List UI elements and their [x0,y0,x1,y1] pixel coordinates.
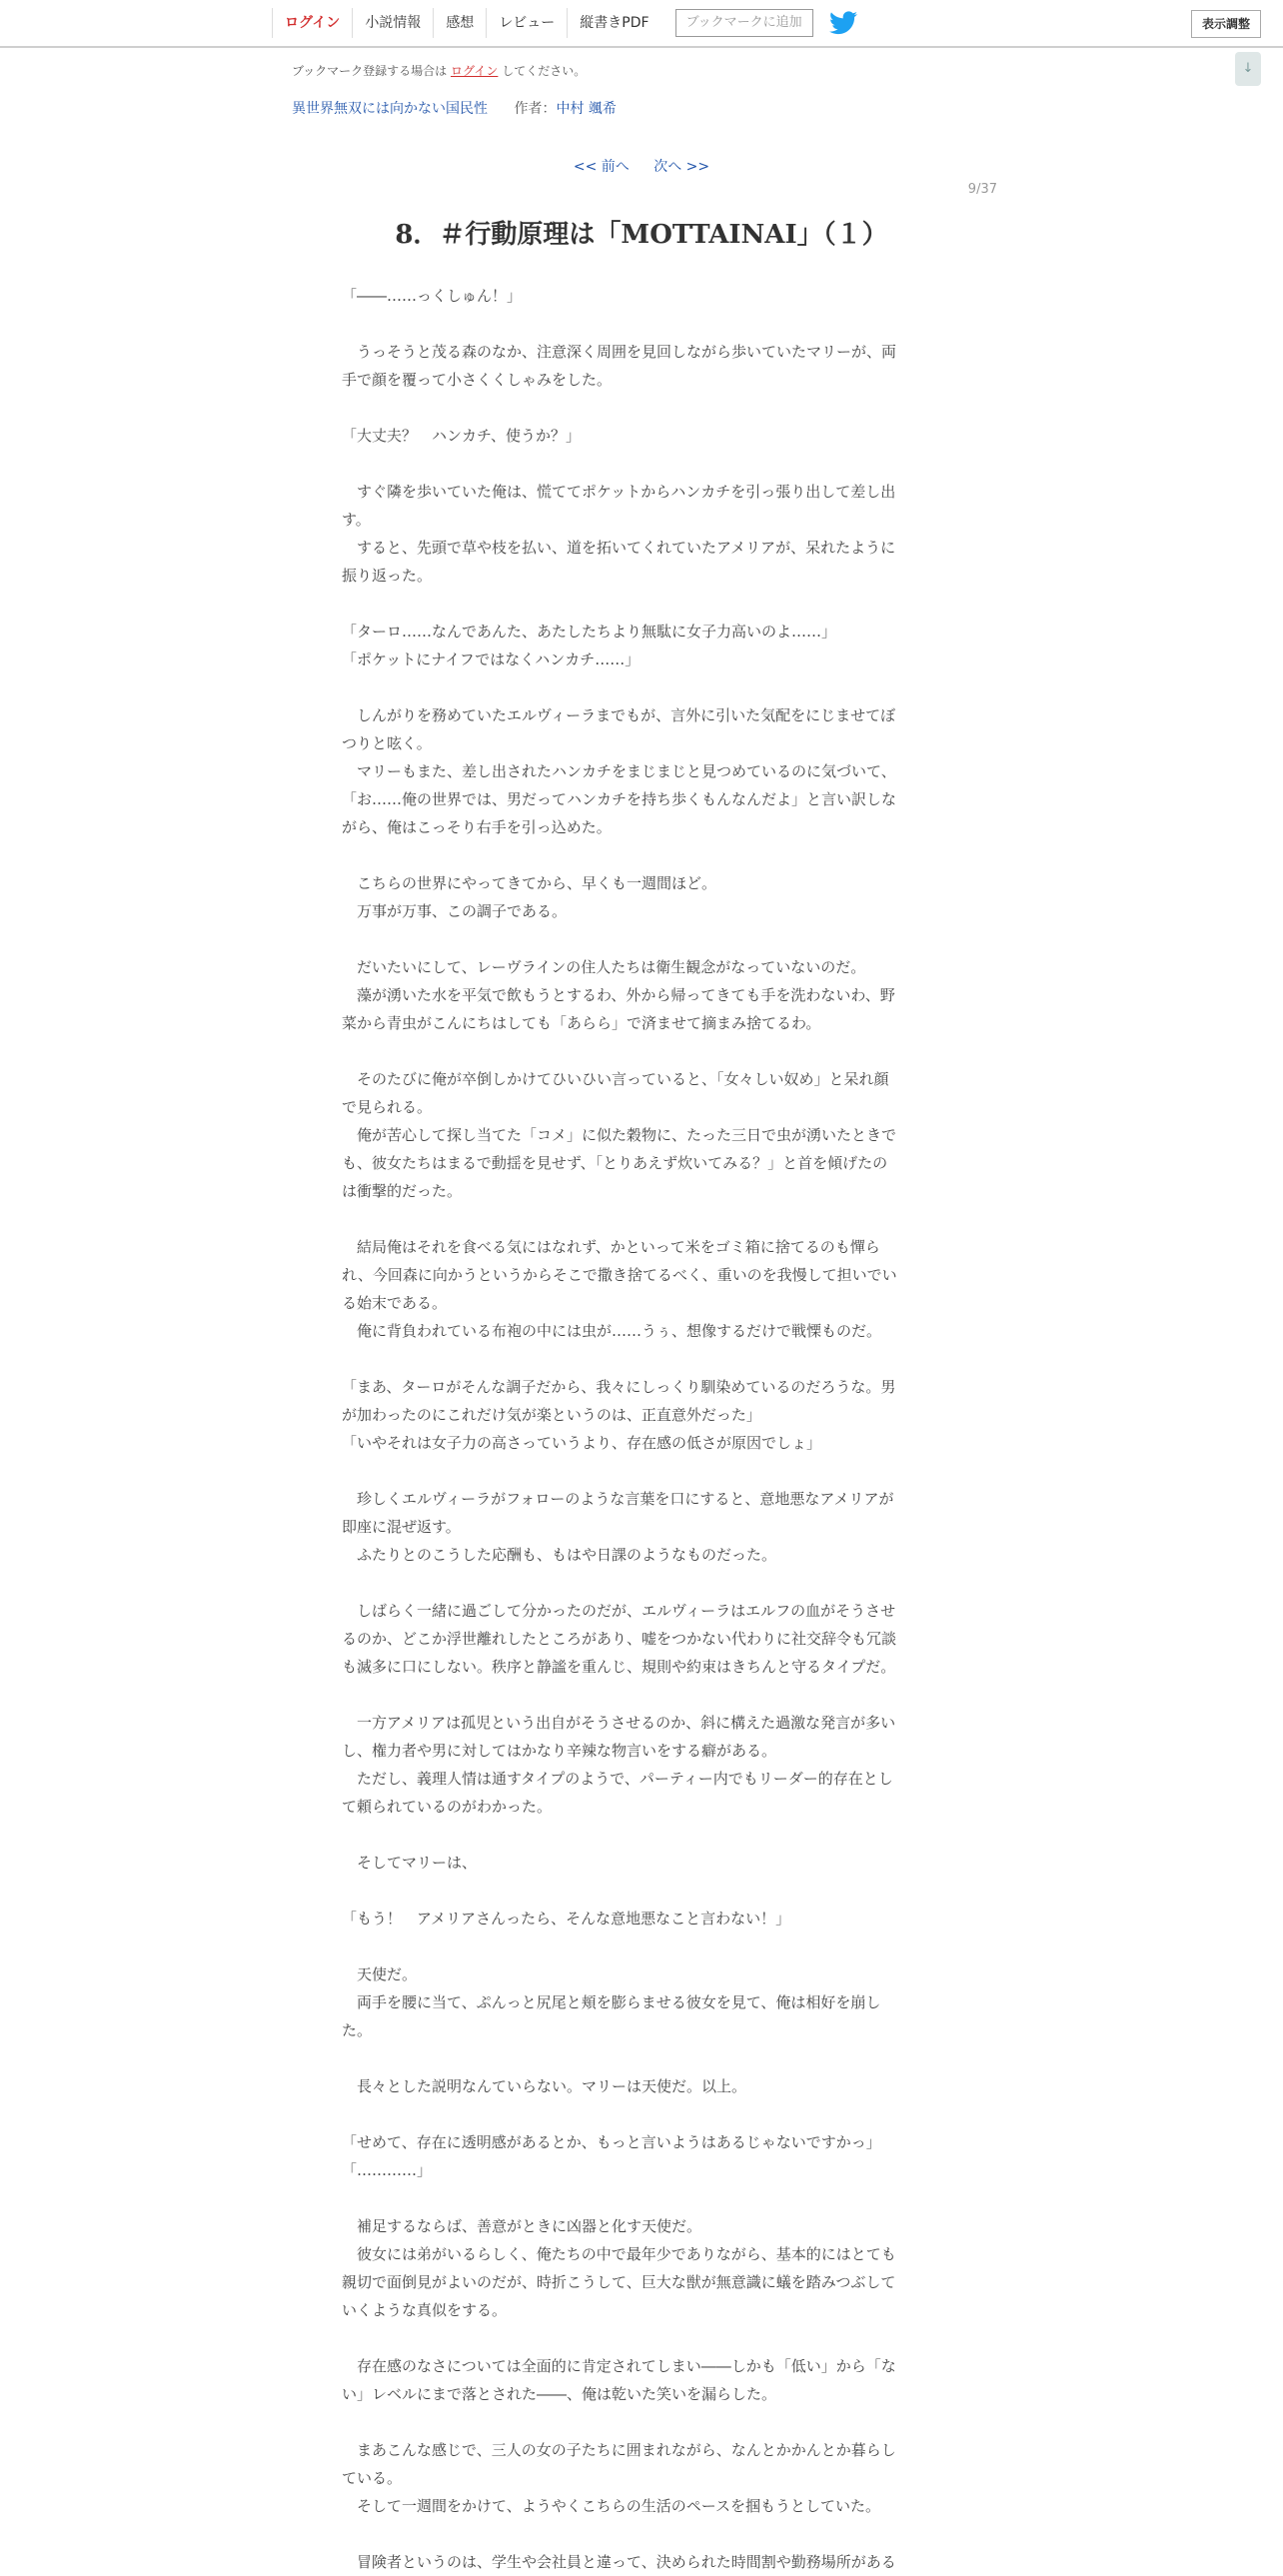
body-line: 「もう！ アメリアさんったら、そんな意地悪なこと言わない！」 [342,1910,791,1928]
body-line [342,1205,939,1233]
body-line: しんがりを務めていたエルヴィーラまでもが、言外に引いた気配をにじませてぼ [342,706,896,724]
body-line: 存在感のなさについては全面的に肯定されてしまい――しかも「低い」から「な [342,2357,896,2375]
notice-before-text: ブックマーク登録する場合は [292,64,448,78]
body-line [342,2044,939,2072]
body-line: うっそうと茂る森のなか、注意深く周囲を見回しながら歩いていたマリーが、両 [342,343,897,361]
body-line: 長々とした説明なんていらない。マリーは天使だ。以上。 [342,2077,747,2095]
body-line: 「――……っくしゅん！」 [342,287,523,305]
body-line: が加わったのにこれだけ気が楽というのは、正直意外だった」 [342,1406,761,1424]
body-line: ふたりとのこうした応酬も、もはや日課のようなものだった。 [342,1546,777,1564]
body-line: 手で顔を覆って小さくくしゃみをした。 [342,371,613,389]
notice-after-text: してください。 [502,64,587,78]
body-line: 「ポケットにナイフではなくハンカチ……」 [342,650,641,668]
nav-list [272,0,857,46]
body-line: 俺が苦心して探し当てた「コメ」に似た穀物に、たった三日で虫が湧いたときで [342,1126,897,1144]
author-label: 作者： [514,101,557,117]
body-line: 万事が万事、この調子である。 [342,902,568,920]
body-line [342,673,939,701]
notice-login-link[interactable]: ログイン [451,64,499,78]
body-line [342,2324,939,2352]
add-bookmark-button[interactable]: ブックマークに追加 [675,9,813,37]
body-line: 「せめて、存在に透明感があるとか、もっと言いようはあるじゃないですかっ」 [342,2133,881,2151]
body-line: 一方アメリアは孤児という出自がそうさせるのか、斜に構えた過激な発言が多い [342,1714,896,1732]
chapter-count: 9/37 [967,182,997,197]
body-line: す。 [342,511,371,529]
author-link[interactable]: 中村 颯希 [556,101,617,117]
body-line: 天使だ。 [342,1965,418,1983]
body-line [342,2100,939,2128]
body-line: すぐ隣を歩いていた俺は、慌ててポケットからハンカチを引っ張り出して差し出 [342,483,896,501]
bookmark-login-notice [292,62,586,79]
next-chapter-link[interactable]: 次へ >> [653,159,710,175]
body-line: るのか、どこか浮世離れしたところがあり、嘘をつかない代わりに社交辞令も冗談 [342,1630,897,1648]
body-line: 両手を腰に当て、ぷんっと尻尾と頬を膨らませる彼女を見て、俺は相好を崩し [342,1993,881,2011]
body-line: し、権力者や男に対してはかなり辛辣な物言いをする癖がある。 [342,1742,777,1760]
body-line: 俺に背負われている布袍の中には虫が……うぅ、想像するだけで戦慄ものだ。 [342,1322,882,1340]
body-line: 菜から青虫がこんにちはしても「あらら」で済ませて摘まみ捨てるわ。 [342,1014,821,1032]
nav-novel-info-link[interactable]: 小説情報 [352,8,433,38]
body-line: まあこんな感じで、三人の女の子たちに囲まれながら、なんとかかんとか暮らし [342,2441,896,2459]
body-line: 即座に混ぜ返す。 [342,1518,461,1536]
body-line: 「…………」 [342,2161,433,2179]
body-line [342,310,939,338]
prev-chapter-link[interactable]: << 前へ [573,159,630,175]
body-line: い」レベルにまで落とされた――、俺は乾いた笑いを漏らした。 [342,2385,777,2403]
nav-review-link[interactable]: レビュー [486,8,567,38]
body-line: 「大丈夫？ ハンカチ、使うか？」 [342,427,581,445]
body-line [342,841,939,869]
body-line [342,394,939,422]
body-line [342,1877,939,1905]
nav-impressions-link[interactable]: 感想 [433,8,486,38]
body-line: そして一週間をかけて、ようやくこちらの生活のペースを掴もうとしていた。 [342,2497,880,2515]
chapter-title: 8．＃行動原理は「MOTTAINAI」（１） [395,220,888,250]
body-line [342,1681,939,1709]
body-line: 結局俺はそれを食べる気にはなれず、かといって米をゴミ箱に捨てるのも憚ら [342,1238,880,1256]
body-line: しばらく一緒に過ごして分かったのだが、エルヴィーラはエルフの血がそうさせ [342,1602,896,1620]
body-line [342,1037,939,1065]
body-line: は衝撃的だった。 [342,1182,463,1200]
body-line: こちらの世界にやってきてから、早くも一週間ほど。 [342,874,717,892]
body-line: そしてマリーは、 [342,1854,478,1872]
body-line [342,1569,939,1597]
body-line: 珍しくエルヴィーラがフォローのような言葉を口にすると、意地悪なアメリアが [342,1490,894,1508]
body-line: つりと呟く。 [342,734,432,752]
body-line [342,1345,939,1373]
body-line: 振り返った。 [342,567,433,585]
body-line: て頼られているのがわかった。 [342,1798,553,1816]
body-line: 「お……俺の世界では、男だってハンカチを持ち歩くもんなんだよ」と言い訳しな [342,790,897,808]
novel-body [342,282,939,2576]
body-line [342,1821,939,1849]
scroll-down-icon[interactable]: ↓ [1235,52,1261,86]
body-line: 彼女には弟がいるらしく、俺たちの中で最年少でありながら、基本的にはとても [342,2245,896,2263]
body-line [342,925,939,953]
display-settings-button[interactable]: 表示調整 [1191,10,1261,38]
body-line: ている。 [342,2469,403,2487]
body-line: る始末である。 [342,1294,448,1312]
body-line: 藻が湧いた水を平気で飲もうとするわ、外から帰ってきても手を洗わないわ、野 [342,986,895,1004]
body-line: 「まあ、ターロがそんな調子だから、我々にしっくり馴染めているのだろうな。男 [342,1378,896,1396]
body-line: も、彼女たちはまるで動揺を見せず、「とりあえず炊いてみる？」と首を傾げたの [342,1154,888,1172]
nav-login-link[interactable]: ログイン [272,8,352,38]
body-line: そのたびに俺が卒倒しかけてひいひい言っていると、「女々しい奴め」と呆れ顔 [342,1070,889,1088]
body-line: だいたいにして、レーヴラインの住人たちは衛生観念がなっていないのだ。 [342,958,866,976]
body-line [342,1932,939,1960]
nav-vertical-pdf-link[interactable]: 縦書きPDF [567,8,660,38]
body-line [342,590,939,618]
twitter-icon[interactable] [829,11,857,35]
body-line: 「ターロ……なんであんた、あたしたちより無駄に女子力高いのよ……」 [342,623,837,641]
body-line: で見られる。 [342,1098,433,1116]
body-line [342,2184,939,2212]
body-line: がら、俺はこっそり右手を引っ込めた。 [342,818,612,836]
body-line [342,450,939,478]
body-line [342,1457,939,1485]
chapter-pager [0,156,1283,176]
body-line [342,2520,939,2548]
body-line: ただし、義理人情は通すタイプのようで、パーティー内でもリーダー的存在とし [342,1770,893,1788]
novel-title-link[interactable]: 異世界無双には向かない国民性 [292,101,488,117]
body-line: れ、今回森に向かうというからそこで撒き捨てるべく、重いのを我慢して担いでい [342,1266,897,1284]
body-line: 補足するならば、善意がときに凶器と化す天使だ。 [342,2217,702,2235]
body-line: マリーもまた、差し出されたハンカチをまじまじと見つめているのに気づいて、 [342,762,896,780]
body-line: すると、先頭で草や枝を払い、道を拓いてくれていたアメリアが、呆れたように [342,539,896,557]
body-line: いくような真似をする。 [342,2301,508,2319]
body-line [342,2408,939,2436]
top-navbar [0,0,1283,48]
body-line: 冒険者というのは、学生や会社員と違って、決められた時間割や勤務場所がある [342,2553,896,2571]
body-line: 「いやそれは女子力の高さっていうより、存在感の低さが原因でしょ」 [342,1434,822,1452]
body-line: 親切で面倒見がよいのだが、時折こうして、巨大な獣が無意識に蟻を踏みつぶして [342,2273,896,2291]
novel-info-line [292,98,617,118]
body-line: も滅多に口にしない。秩序と静謐を重んじ、規則や約束はきちんと守るタイプだ。 [342,1658,896,1676]
body-line: た。 [342,2021,373,2039]
